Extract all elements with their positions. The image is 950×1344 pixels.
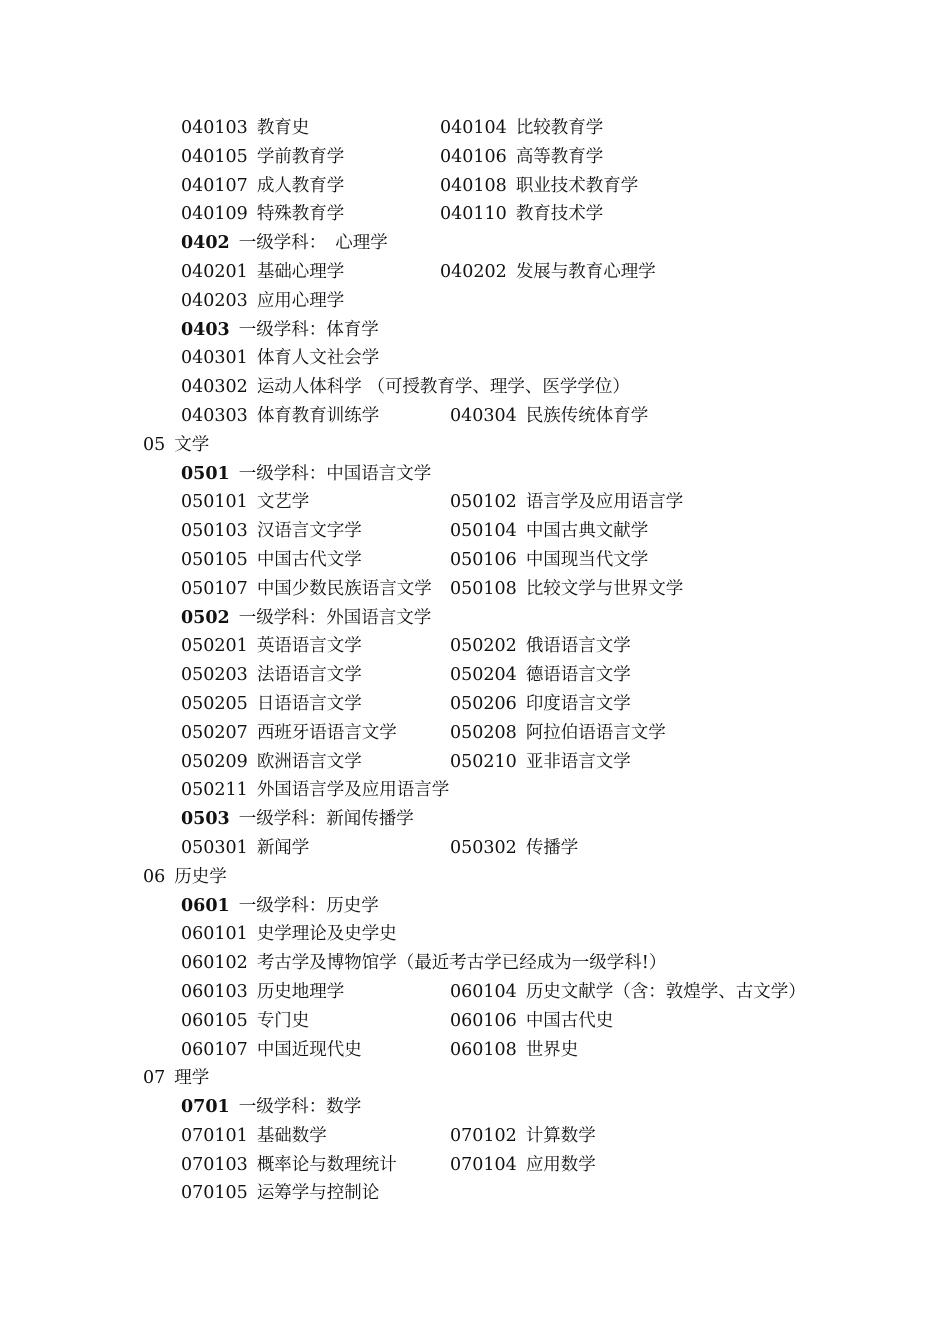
first-level-row [181, 460, 950, 489]
first-level-code: 0502 [181, 607, 230, 628]
first-level-code: 0601 [181, 895, 230, 916]
subject-row [181, 1179, 950, 1208]
subject-name: 印度语言文学 [525, 693, 631, 714]
subject-column-2 [450, 690, 631, 719]
subject-entry [181, 406, 379, 426]
subject-entry [181, 665, 362, 685]
category-code: 06 [143, 866, 166, 887]
subject-row [181, 344, 950, 373]
subject-code: 050206 [450, 693, 517, 714]
category-row [143, 431, 950, 460]
subject-name: 职业技术教育学 [515, 175, 639, 196]
subject-name: 教育史 [256, 118, 310, 138]
first-level-code: 0501 [181, 463, 230, 484]
subject-entry [181, 838, 309, 858]
first-level-code: 0503 [181, 809, 230, 830]
subject-name: 发展与教育心理学 [515, 261, 656, 282]
subject-entry [181, 550, 362, 570]
subject-code: 040105 [181, 146, 248, 167]
subject-name: 西班牙语语言文学 [256, 722, 397, 743]
subject-entry [181, 982, 344, 1002]
subject-name: 概率论与数理统计 [256, 1154, 397, 1175]
subject-code: 040109 [181, 204, 248, 225]
subject-entry [181, 521, 362, 541]
subject-column-2 [450, 632, 631, 661]
subject-column-2 [450, 402, 648, 431]
subject-entry [181, 291, 344, 311]
subject-name: 运筹学与控制论 [256, 1183, 380, 1204]
subject-row [181, 488, 950, 517]
subject-entry [181, 636, 362, 656]
subject-code: 040107 [181, 175, 248, 196]
subject-code: 050207 [181, 722, 248, 743]
subject-code: 060105 [181, 1010, 248, 1031]
subject-code: 070101 [181, 1125, 248, 1146]
subject-row [181, 373, 950, 402]
first-level-name: 心理学 [335, 233, 388, 254]
subject-entry [181, 953, 666, 973]
subject-name: 运动人体科学 （可授教育学、理学、医学学位） [256, 377, 630, 398]
subject-row [181, 949, 950, 978]
subject-name: 中国古代文学 [256, 549, 362, 570]
subject-entry [181, 752, 362, 772]
subject-code: 060106 [450, 1010, 517, 1031]
subject-entry [450, 838, 578, 858]
subject-entry [181, 1040, 362, 1060]
subject-column-2 [450, 1036, 578, 1065]
subject-code: 050101 [181, 492, 248, 513]
subject-name: 民族传统体育学 [525, 405, 649, 426]
subject-entry [181, 492, 309, 512]
subject-name: 体育人文社会学 [256, 348, 380, 369]
subject-row [181, 719, 950, 748]
category-row [143, 863, 950, 892]
subject-row [181, 1122, 950, 1151]
subject-code: 040104 [440, 118, 507, 138]
subject-entry [450, 550, 648, 570]
subject-entry [181, 1183, 379, 1203]
subject-entry [181, 176, 344, 196]
subject-row [181, 287, 950, 316]
first-level-code: 0701 [181, 1097, 230, 1118]
subject-row [181, 661, 950, 690]
subject-name: 阿拉伯语语言文学 [525, 722, 666, 743]
subject-row [181, 258, 950, 287]
first-level-label: 一级学科： [238, 607, 327, 628]
first-level-name: 中国语言文学 [326, 463, 432, 484]
subject-entry [450, 1011, 613, 1031]
subject-name: 中国古代史 [525, 1010, 614, 1031]
subject-name: 历史文献学（含：敦煌学、古文学） [525, 981, 806, 1002]
subject-row [181, 690, 950, 719]
subject-row [181, 776, 950, 805]
subject-entry [450, 1155, 596, 1175]
subject-name: 比较文学与世界文学 [525, 578, 684, 599]
subject-entry [181, 1126, 327, 1146]
subject-name: 文艺学 [256, 492, 310, 513]
subject-row [181, 1151, 950, 1180]
subject-row [181, 172, 950, 201]
subject-code: 060103 [181, 981, 248, 1002]
subject-code: 040302 [181, 377, 248, 398]
subject-row [181, 834, 950, 863]
subject-entry [181, 262, 344, 282]
subject-name: 应用心理学 [256, 290, 345, 311]
first-level-name: 体育学 [326, 319, 379, 340]
subject-code: 050205 [181, 693, 248, 714]
first-level-row [181, 805, 950, 834]
subject-entry [450, 1040, 578, 1060]
subject-entry [181, 780, 449, 800]
subject-name: 教育技术学 [515, 204, 604, 225]
subject-name: 汉语言文字学 [256, 521, 362, 542]
subject-name: 史学理论及史学史 [256, 924, 397, 945]
subject-entry [450, 521, 648, 541]
subject-entry [181, 377, 630, 397]
subject-name: 体育教育训练学 [256, 405, 380, 426]
subject-row [181, 632, 950, 661]
subject-code: 050104 [450, 521, 517, 542]
subject-code: 050301 [181, 837, 248, 858]
subject-name: 俄语语言文学 [525, 636, 631, 657]
subject-name: 计算数学 [525, 1125, 596, 1146]
first-level-label: 一级学科： [238, 233, 327, 254]
subject-code: 070104 [450, 1154, 517, 1175]
subject-entry [181, 147, 344, 167]
subject-column-2 [450, 517, 648, 546]
first-level-row [181, 316, 950, 345]
subject-code: 040106 [440, 146, 507, 167]
first-level-name: 数学 [326, 1097, 362, 1118]
subject-name: 亚非语言文学 [525, 751, 631, 772]
subject-entry [450, 1126, 596, 1146]
subject-code: 050209 [181, 751, 248, 772]
first-level-label: 一级学科： [238, 1097, 327, 1118]
subject-code: 060104 [450, 981, 517, 1002]
subject-code: 040108 [440, 175, 507, 196]
subject-code: 050108 [450, 578, 517, 599]
subject-name: 传播学 [525, 837, 579, 858]
subject-code: 050202 [450, 636, 517, 657]
subject-code: 060102 [181, 953, 248, 974]
subject-code: 050106 [450, 549, 517, 570]
subject-code: 040202 [440, 261, 507, 282]
subject-code: 040303 [181, 405, 248, 426]
category-name: 历史学 [174, 866, 227, 887]
subject-row [181, 143, 950, 172]
subject-name: 英语语言文学 [256, 636, 362, 657]
subject-entry [450, 579, 683, 599]
subject-code: 050211 [181, 780, 248, 801]
first-level-name: 外国语言文学 [326, 607, 432, 628]
subject-row [181, 517, 950, 546]
subject-entry [450, 752, 631, 772]
discipline-catalog [0, 114, 950, 1208]
subject-code: 060108 [450, 1039, 517, 1060]
subject-name: 中国现当代文学 [525, 549, 649, 570]
subject-entry [181, 1011, 309, 1031]
first-level-name: 新闻传播学 [326, 809, 414, 830]
first-level-label: 一级学科： [238, 895, 327, 916]
subject-name: 中国古典文献学 [525, 521, 649, 542]
subject-code: 050201 [181, 636, 248, 657]
subject-entry [181, 1155, 397, 1175]
category-name: 文学 [174, 434, 210, 455]
subject-name: 语言学及应用语言学 [525, 492, 684, 513]
subject-name: 高等教育学 [515, 146, 604, 167]
subject-entry [440, 176, 638, 196]
subject-row [181, 402, 950, 431]
subject-row [181, 200, 950, 229]
subject-entry [440, 147, 603, 167]
subject-entry [181, 204, 344, 224]
subject-name: 考古学及博物馆学（最近考古学已经成为一级学科!） [256, 953, 667, 974]
subject-column-2 [440, 114, 603, 143]
subject-name: 成人教育学 [256, 175, 345, 196]
subject-column-2 [450, 488, 683, 517]
subject-name: 特殊教育学 [256, 204, 345, 225]
subject-code: 050102 [450, 492, 517, 513]
subject-code: 060107 [181, 1039, 248, 1060]
subject-name: 中国少数民族语言文学 [256, 578, 432, 599]
subject-row [181, 1036, 950, 1065]
subject-entry [181, 694, 362, 714]
subject-column-2 [440, 172, 638, 201]
first-level-label: 一级学科： [238, 463, 327, 484]
subject-code: 040201 [181, 261, 248, 282]
subject-entry [181, 924, 397, 944]
subject-row [181, 575, 950, 604]
subject-entry [181, 579, 432, 599]
subject-entry [440, 262, 656, 282]
first-level-row [181, 1093, 950, 1122]
subject-row [181, 920, 950, 949]
subject-entry [181, 723, 397, 743]
subject-column-2 [450, 1007, 613, 1036]
subject-row [181, 114, 950, 143]
subject-column-2 [440, 200, 603, 229]
first-level-row [181, 604, 950, 633]
subject-name: 应用数学 [525, 1154, 596, 1175]
subject-entry [450, 982, 806, 1002]
subject-code: 070102 [450, 1125, 517, 1146]
subject-name: 法语语言文学 [256, 665, 362, 686]
subject-name: 基础数学 [256, 1125, 327, 1146]
subject-code: 050203 [181, 665, 248, 686]
subject-entry [450, 406, 648, 426]
subject-code: 050103 [181, 521, 248, 542]
subject-code: 070103 [181, 1154, 248, 1175]
subject-entry [440, 118, 603, 138]
subject-entry [450, 492, 683, 512]
subject-column-2 [450, 1122, 596, 1151]
subject-code: 050208 [450, 722, 517, 743]
subject-name: 基础心理学 [256, 261, 345, 282]
first-level-name: 历史学 [326, 895, 379, 916]
subject-code: 040103 [181, 118, 248, 138]
subject-entry [450, 694, 631, 714]
subject-entry [450, 636, 631, 656]
subject-entry [181, 118, 309, 138]
subject-column-2 [450, 546, 648, 575]
subject-code: 050107 [181, 578, 248, 599]
first-level-row [181, 892, 950, 921]
first-level-label: 一级学科： [238, 809, 327, 830]
subject-code: 060101 [181, 924, 248, 945]
subject-column-2 [450, 719, 666, 748]
subject-code: 070105 [181, 1183, 248, 1204]
subject-column-2 [450, 575, 683, 604]
first-level-code: 0403 [181, 319, 230, 340]
subject-code: 040304 [450, 405, 517, 426]
subject-name: 欧洲语言文学 [256, 751, 362, 772]
category-code: 07 [143, 1068, 166, 1089]
subject-code: 050302 [450, 837, 517, 858]
subject-name: 德语语言文学 [525, 665, 631, 686]
subject-name: 新闻学 [256, 837, 310, 858]
subject-row [181, 748, 950, 777]
subject-column-2 [450, 978, 806, 1007]
subject-code: 040203 [181, 290, 248, 311]
subject-name: 专门史 [256, 1010, 310, 1031]
subject-row [181, 546, 950, 575]
subject-code: 040301 [181, 348, 248, 369]
subject-column-2 [450, 748, 631, 777]
subject-name: 比较教育学 [515, 118, 604, 138]
category-code: 05 [143, 434, 166, 455]
subject-column-2 [450, 661, 631, 690]
subject-code: 050210 [450, 751, 517, 772]
subject-row [181, 1007, 950, 1036]
subject-column-2 [450, 1151, 596, 1180]
subject-name: 中国近现代史 [256, 1039, 362, 1060]
first-level-code: 0402 [181, 233, 230, 254]
category-row [143, 1064, 950, 1093]
subject-name: 世界史 [525, 1039, 579, 1060]
subject-column-2 [440, 258, 656, 287]
first-level-label: 一级学科： [238, 319, 327, 340]
subject-code: 040110 [440, 204, 507, 225]
subject-code: 050105 [181, 549, 248, 570]
subject-entry [450, 665, 631, 685]
subject-entry [440, 204, 603, 224]
subject-name: 日语语言文学 [256, 693, 362, 714]
subject-entry [450, 723, 666, 743]
subject-name: 外国语言学及应用语言学 [256, 780, 450, 801]
subject-column-2 [450, 834, 578, 863]
first-level-row [181, 229, 950, 258]
subject-code: 050204 [450, 665, 517, 686]
category-name: 理学 [174, 1068, 210, 1089]
subject-column-2 [440, 143, 603, 172]
subject-entry [181, 348, 379, 368]
subject-row [181, 978, 950, 1007]
subject-name: 历史地理学 [256, 981, 345, 1002]
subject-name: 学前教育学 [256, 146, 345, 167]
